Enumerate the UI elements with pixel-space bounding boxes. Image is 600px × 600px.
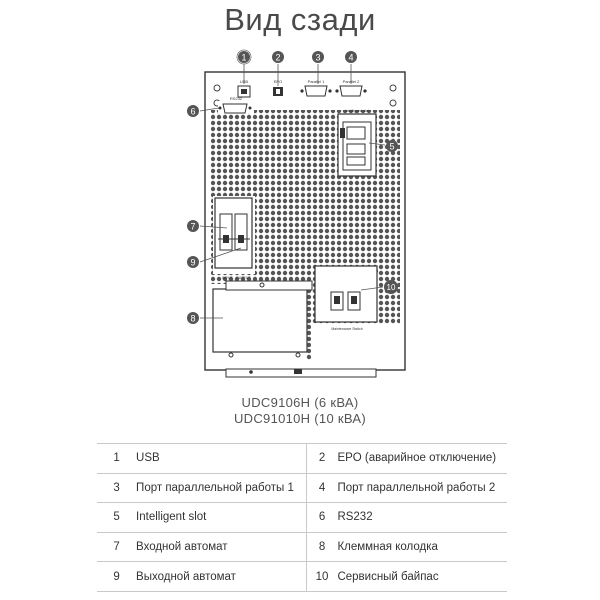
legend-row bbox=[97, 473, 507, 503]
svg-text:3: 3 bbox=[315, 52, 321, 63]
legend-label: RS232 bbox=[337, 503, 507, 533]
legend-row bbox=[97, 532, 507, 562]
legend-number: 1 bbox=[97, 444, 136, 474]
legend-number: 7 bbox=[97, 532, 136, 562]
legend-label: EPO (аварийное отключение) bbox=[337, 444, 507, 474]
model-caption-2: UDC91010H (10 кВА) bbox=[233, 411, 367, 426]
legend-table bbox=[97, 443, 507, 592]
svg-text:1: 1 bbox=[241, 52, 247, 63]
legend-row bbox=[97, 562, 507, 592]
callout-10 bbox=[384, 280, 398, 294]
model-caption-1: UDC9106H (6 кВА) bbox=[241, 395, 359, 410]
callout-5 bbox=[386, 140, 398, 152]
svg-text:5: 5 bbox=[389, 141, 395, 152]
epo-label: EPO bbox=[273, 79, 283, 84]
callout-8 bbox=[187, 312, 199, 324]
output-label: OUTPUT bbox=[236, 276, 251, 280]
parallel2-label: Parallel 2 bbox=[342, 79, 360, 84]
svg-text:7: 7 bbox=[190, 221, 196, 232]
svg-text:8: 8 bbox=[190, 313, 196, 324]
svg-text:2: 2 bbox=[275, 52, 281, 63]
terminal-block bbox=[211, 281, 312, 374]
legend-number: 4 bbox=[306, 473, 337, 503]
breaker-panel bbox=[213, 196, 255, 280]
legend-number: 9 bbox=[97, 562, 136, 592]
page-title: Вид сзади bbox=[224, 2, 376, 37]
legend-label: Клеммная колодка bbox=[337, 532, 507, 562]
legend-label: Выходной автомат bbox=[136, 562, 306, 592]
callout-6 bbox=[187, 105, 199, 117]
legend-number: 3 bbox=[97, 473, 136, 503]
callout-4 bbox=[345, 51, 357, 63]
legend-number: 10 bbox=[306, 562, 337, 592]
legend-row bbox=[97, 444, 507, 474]
parallel1-label: Parallel 1 bbox=[307, 79, 325, 84]
legend-label: USB bbox=[136, 444, 306, 474]
callout-1 bbox=[237, 50, 251, 64]
legend-number: 5 bbox=[97, 503, 136, 533]
callout-9 bbox=[187, 256, 199, 268]
maintenance-label: Maintenance Switch bbox=[331, 327, 363, 331]
input-label: INPUT bbox=[222, 276, 233, 280]
rs232-label: RS232 bbox=[229, 96, 243, 101]
legend-number: 6 bbox=[306, 503, 337, 533]
legend-label: Порт параллельной работы 1 bbox=[136, 473, 306, 503]
callout-3 bbox=[312, 51, 324, 63]
svg-text:6: 6 bbox=[190, 106, 196, 117]
callout-2 bbox=[272, 51, 284, 63]
legend-number: 8 bbox=[306, 532, 337, 562]
svg-text:10: 10 bbox=[386, 283, 396, 292]
legend-label: Intelligent slot bbox=[136, 503, 306, 533]
legend-label: Сервисный байпас bbox=[337, 562, 507, 592]
intelligent-slot-label: Intelligent slot bbox=[344, 108, 370, 113]
legend-row bbox=[97, 503, 507, 533]
legend-number: 2 bbox=[306, 444, 337, 474]
svg-text:4: 4 bbox=[348, 52, 354, 63]
legend-label: Входной автомат bbox=[136, 532, 306, 562]
legend-label: Порт параллельной работы 2 bbox=[337, 473, 507, 503]
intelligent-slot bbox=[338, 108, 376, 176]
usb-label: USB bbox=[239, 79, 249, 84]
callout-7 bbox=[187, 220, 199, 232]
svg-text:9: 9 bbox=[190, 257, 196, 268]
